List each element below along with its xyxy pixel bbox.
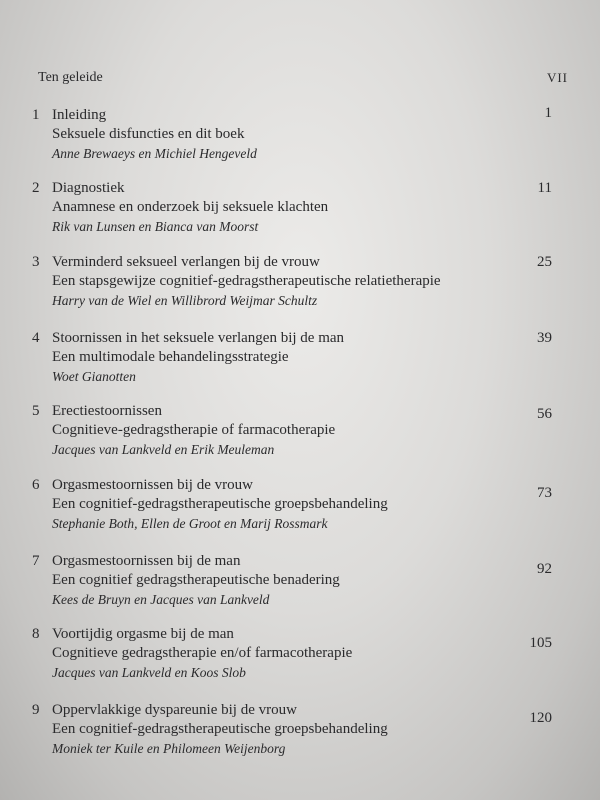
chapter-title: Orgasmestoornissen bij de man xyxy=(52,553,241,569)
chapter-page-number: 39 xyxy=(537,330,552,346)
toc-entry xyxy=(32,477,552,547)
chapter-number: 9 xyxy=(32,702,40,718)
chapter-page-number: 92 xyxy=(537,561,552,577)
toc-entry xyxy=(32,553,552,623)
chapter-authors: Rik van Lunsen en Bianca van Moorst xyxy=(52,219,259,234)
chapter-authors: Jacques van Lankveld en Koos Slob xyxy=(52,665,246,680)
preface-title: Ten geleide xyxy=(38,70,103,85)
chapter-page-number: 120 xyxy=(529,710,552,726)
chapter-page-number: 25 xyxy=(537,254,552,270)
chapter-authors: Woet Gianotten xyxy=(52,369,136,384)
chapter-title: Inleiding xyxy=(52,107,107,123)
chapter-number: 2 xyxy=(32,180,40,196)
chapter-subtitle: Een cognitief-gedragstherapeutische groepsbehandeling xyxy=(52,496,388,512)
toc-entry xyxy=(32,702,552,772)
chapter-subtitle: Cognitieve-gedragstherapie of farmacotherapie xyxy=(52,422,336,438)
chapter-number: 3 xyxy=(32,254,40,270)
chapter-number: 4 xyxy=(32,330,40,346)
chapter-subtitle: Een multimodale behandelingsstrategie xyxy=(52,349,289,365)
chapter-page-number: 11 xyxy=(537,180,552,196)
chapter-title: Oppervlakkige dyspareunie bij de vrouw xyxy=(52,702,297,718)
chapter-authors: Anne Brewaeys en Michiel Hengeveld xyxy=(52,146,257,161)
chapter-authors: Stephanie Both, Ellen de Groot en Marij Rossmark xyxy=(52,516,328,531)
toc-entry xyxy=(32,403,552,473)
preface-page-number: VII xyxy=(546,70,568,85)
chapter-title: Stoornissen in het seksuele verlangen bij de man xyxy=(52,330,345,346)
chapter-page-number: 105 xyxy=(529,635,552,651)
chapter-subtitle: Een cognitief gedragstherapeutische benadering xyxy=(52,572,340,588)
chapter-number: 5 xyxy=(32,403,40,419)
chapter-title: Erectiestoornissen xyxy=(52,403,162,419)
toc-entry xyxy=(32,330,552,400)
chapter-page-number: 73 xyxy=(537,485,552,501)
chapter-number: 6 xyxy=(32,477,40,493)
chapter-number: 8 xyxy=(32,626,40,642)
chapter-page-number: 1 xyxy=(544,105,552,121)
chapter-number: 1 xyxy=(32,107,40,123)
chapter-title: Diagnostiek xyxy=(52,180,125,196)
chapter-subtitle: Seksuele disfuncties en dit boek xyxy=(52,126,245,142)
chapter-authors: Harry van de Wiel en Willibrord Weijmar Schultz xyxy=(52,293,318,308)
chapter-title: Orgasmestoornissen bij de vrouw xyxy=(52,477,253,493)
chapter-subtitle: Een cognitief-gedragstherapeutische groepsbehandeling xyxy=(52,721,388,737)
chapter-title: Voortijdig orgasme bij de man xyxy=(52,626,234,642)
chapter-subtitle: Anamnese en onderzoek bij seksuele klachten xyxy=(52,199,329,215)
chapter-page-number: 56 xyxy=(537,406,552,422)
chapter-subtitle: Een stapsgewijze cognitief-gedragstherapeutische relatietherapie xyxy=(52,273,441,289)
chapter-authors: Kees de Bruyn en Jacques van Lankveld xyxy=(52,592,270,607)
chapter-authors: Jacques van Lankveld en Erik Meuleman xyxy=(52,442,275,457)
chapter-authors: Moniek ter Kuile en Philomeen Weijenborg xyxy=(52,741,286,756)
toc-entry xyxy=(32,180,552,250)
toc-entry xyxy=(32,254,552,324)
chapter-title: Verminderd seksueel verlangen bij de vrouw xyxy=(52,254,320,270)
toc-entry xyxy=(32,626,552,696)
chapter-subtitle: Cognitieve gedragstherapie en/of farmacotherapie xyxy=(52,645,353,661)
toc-entry xyxy=(32,107,552,177)
chapter-number: 7 xyxy=(32,553,40,569)
